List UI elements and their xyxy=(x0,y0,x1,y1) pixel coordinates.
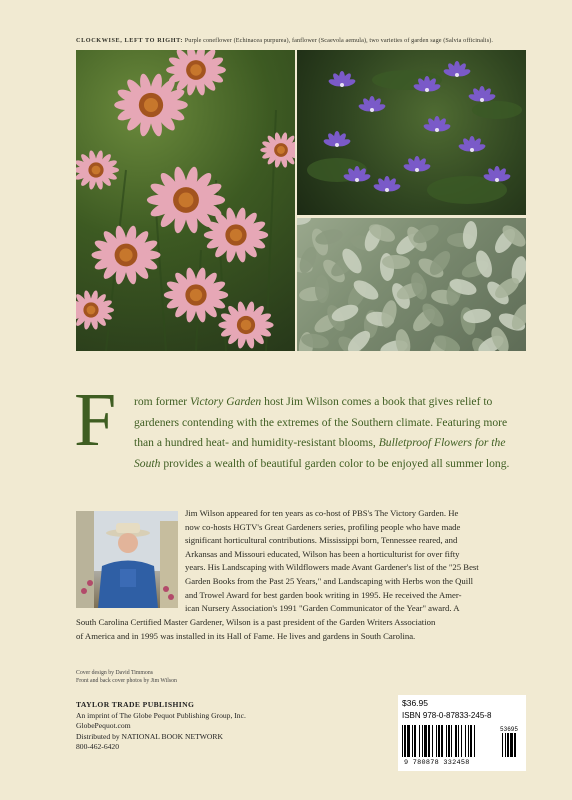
bio-line: and Trowel Award for best garden book writing in 1995. He received the Amer- xyxy=(185,589,462,600)
bio-line: years. His Landscaping with Wildflowers made Avant Gardener's list of the "25 Best xyxy=(185,562,479,573)
design-credits xyxy=(76,669,177,685)
bio-line: Arkansas and Missouri educated, Wilson has been a horticulturist for over fifty xyxy=(185,548,460,559)
book-title: Bulletproof Flowers for the South xyxy=(134,436,506,470)
distributor: Distributed by NATIONAL BOOK NETWORK xyxy=(76,731,223,741)
author-photo xyxy=(76,511,178,608)
bio-line: of America and in 1995 was installed in its Hall of Fame. He lives and gardens in South Carolina. xyxy=(76,630,416,641)
bio-line: Garden Books from the Past 25 Years," and Landscaping with Herbs won the Quill xyxy=(185,575,474,586)
intro-text-3: provides a wealth of beautiful garden color to be enjoyed all summer long. xyxy=(160,456,510,470)
publisher-site: GlobePequot.com xyxy=(76,721,131,731)
barcode-addon: 53695 xyxy=(500,726,519,733)
photo-credit: Front and back cover photos by Jim Wilson xyxy=(76,678,177,684)
author-bio xyxy=(185,507,526,616)
coneflower-photo xyxy=(76,50,295,351)
photo-caption xyxy=(76,37,526,44)
bio-line: now co-hosts HGTV's Great Gardeners series, profiling people who have made xyxy=(185,521,461,532)
publisher-imprint: An imprint of The Globe Pequot Publishing Group, Inc. xyxy=(76,710,246,720)
intro-text: rom former xyxy=(134,395,191,408)
bio-line: South Carolina Certified Master Gardener, Wilson is a past president of the Garden Writers Association xyxy=(76,617,436,627)
sage-photo xyxy=(297,218,526,351)
bio-line: Jim Wilson appeared for ten years as co-host of PBS's The Victory Garden. He xyxy=(185,508,459,518)
intro-paragraph xyxy=(134,392,526,474)
fanflower-photo xyxy=(297,50,526,215)
publisher-name: TAYLOR TRADE PUBLISHING xyxy=(76,700,195,709)
cover-design-credit: Cover design by David Timmons xyxy=(76,670,153,676)
barcode-number: 9 780878 332458 xyxy=(404,759,470,767)
price-label: $36.95 xyxy=(402,698,428,708)
drop-cap: F xyxy=(74,378,117,462)
publisher-phone: 800-462-6420 xyxy=(76,742,120,752)
bio-line: significant horticultural contributions. Mississippi born, Tennessee reared, and xyxy=(185,535,458,546)
publisher-block xyxy=(76,700,246,753)
author-bio-continued xyxy=(76,616,526,643)
isbn-label: ISBN 978-0-87833-245-8 xyxy=(402,711,492,720)
intro-text-2: host Jim Wilson comes a book that gives relief to gardeners contending with the extremes of the Southern climate. Featuring more than a hundred heat- and humidity-resistant blooms, xyxy=(134,395,508,449)
caption-text: Purple coneflower (Echinacea purpurea), fanflower (Scaevola aemula), two varieties of garden sage (Salvia officinalis). xyxy=(184,37,494,44)
show-title: Victory Garden xyxy=(190,395,262,408)
barcode-box xyxy=(398,695,526,771)
bio-line: ican Nursery Association's 1991 "Garden Communicator of the Year" award. A xyxy=(185,603,460,614)
caption-lead: CLOCKWISE, LEFT TO RIGHT: xyxy=(76,37,184,44)
